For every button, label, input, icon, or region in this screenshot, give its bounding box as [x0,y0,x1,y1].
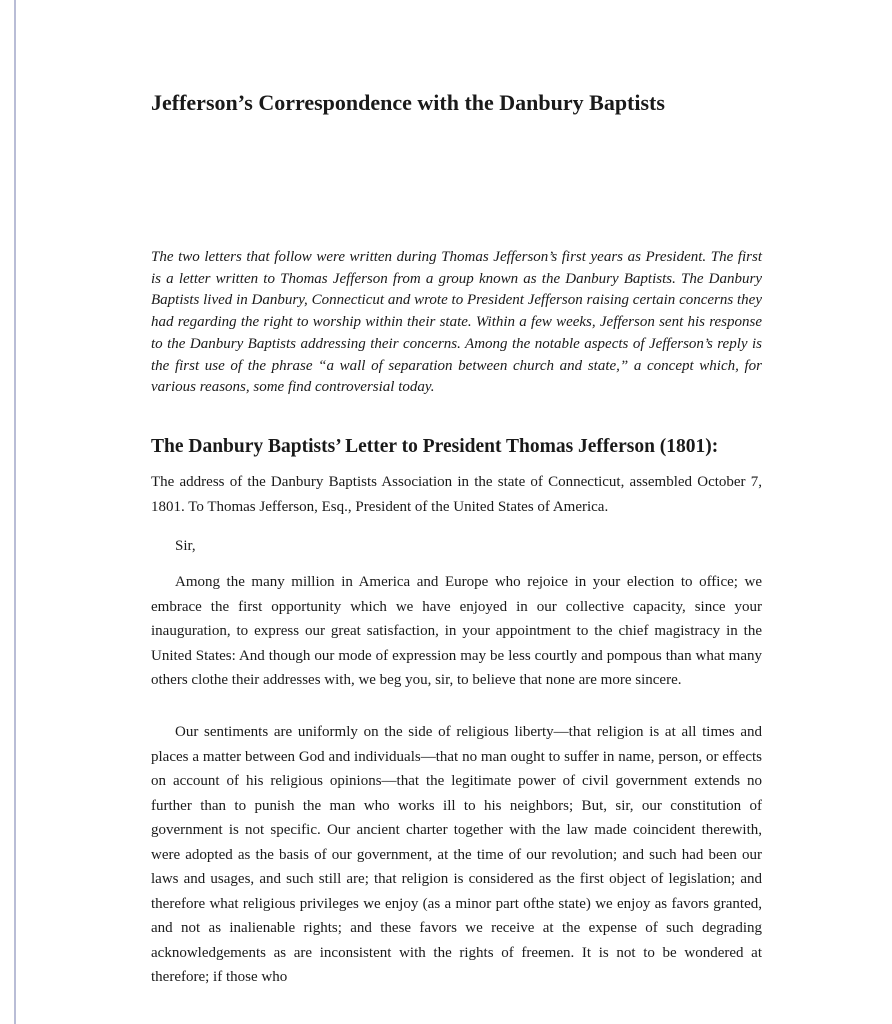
salutation: Sir, [175,538,196,554]
address-paragraph: The address of the Danbury Baptists Association in the state of Connecticut, assembled October 7, 1801. To Thomas Jefferson, Esq., President of the United States of America. [151,474,762,515]
body-paragraph-2: Our sentiments are uniformly on the side of religious liberty—that religion is at all times and places a matter between God and individuals—that no man ought to suffer in name, person, or effects on account of his religious opinions—that the legitimate power of civil government extends no further than to punish the man who works ill to his neighbors; But, sir, our constitution of government is not specific. Our ancient charter together with the law made coincident therewith, were adopted as the basis of our government, at the time of our revolution; and such had been our laws and usages, and such still are; that religion is considered as the first object of legislation; and therefore what religious privileges we enjoy (as a minor part ofthe state) we enjoy as favors granted, and not as inalienable rights; and these favors we receive at the expense of such degrading acknowledgements as are inconsistent with the rights of freemen. It is not to be wondered at therefore; if those who [151,724,762,985]
body-paragraph-1: Among the many million in America and Europe who rejoice in your election to office; we embrace the first opportunity which we have enjoyed in our collective capacity, since your inauguration, to express our great satisfaction, in your appointment to the chief magistracy in the United States: And though our mode of expression may be less courtly and pompous than what many others clothe their addresses with, we beg you, sir, to believe that none are more sincere. [151,574,762,688]
intro-paragraph: The two letters that follow were written during Thomas Jefferson’s first years as President. The first is a letter written to Thomas Jefferson from a group known as the Danbury Baptists. The Danbury Baptists lived in Danbury, Connecticut and wrote to President Jefferson raising certain concerns they had regarding the right to worship within their state. Within a few weeks, Jefferson sent his response to the Danbury Baptists addressing their concerns. Among the notable aspects of Jefferson’s reply is the first use of the phrase “a wall of separation between church and state,” a concept which, for various reasons, some find controversial today. [151,249,762,396]
section-heading: The Danbury Baptists’ Letter to President Thomas Jefferson (1801): [151,436,719,457]
document-title: Jefferson’s Correspondence with the Danbury Baptists [151,90,665,115]
page-margin-rule [14,0,16,1024]
